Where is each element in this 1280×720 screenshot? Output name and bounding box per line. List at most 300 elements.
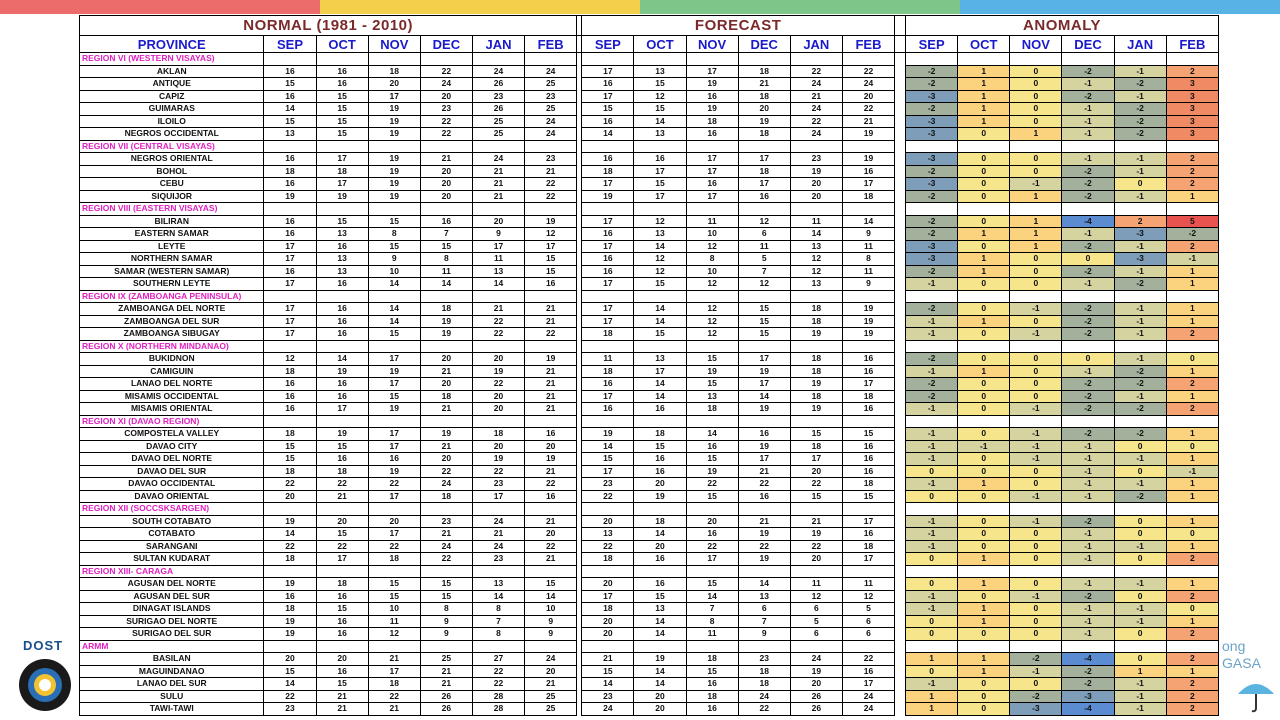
normal-value: 16: [316, 628, 368, 641]
forecast-value: 6: [790, 628, 842, 641]
normal-value: 15: [264, 78, 316, 91]
anomaly-value: 0: [1010, 165, 1062, 178]
forecast-value: 19: [842, 303, 894, 316]
forecast-value: 22: [790, 478, 842, 491]
empty-cell: [958, 565, 1010, 578]
province-name: ZAMBOANGA DEL NORTE: [80, 303, 264, 316]
province-row: [80, 553, 1219, 566]
forecast-value: 17: [582, 240, 634, 253]
normal-value: 21: [420, 665, 472, 678]
empty-cell: [1062, 415, 1114, 428]
empty-cell: [1010, 203, 1062, 216]
empty-cell: [738, 203, 790, 216]
normal-value: 15: [264, 115, 316, 128]
anomaly-value: -2: [1114, 428, 1166, 441]
forecast-value: 19: [686, 78, 738, 91]
column-gap: [895, 215, 906, 228]
normal-value: 26: [472, 103, 524, 116]
province-row: [80, 165, 1219, 178]
empty-cell: [842, 415, 894, 428]
normal-value: 17: [525, 240, 577, 253]
anomaly-value: -1: [1114, 615, 1166, 628]
anomaly-value: -1: [1062, 540, 1114, 553]
anomaly-value: 1: [958, 78, 1010, 91]
normal-value: 16: [316, 303, 368, 316]
forecast-value: 23: [582, 478, 634, 491]
normal-value: 17: [368, 440, 420, 453]
anomaly-value: 2: [1166, 690, 1218, 703]
anomaly-value: -1: [1114, 390, 1166, 403]
forecast-value: 21: [738, 465, 790, 478]
column-gap: [895, 303, 906, 316]
forecast-value: 15: [686, 665, 738, 678]
forecast-value: 22: [842, 653, 894, 666]
anomaly-value: -2: [1062, 428, 1114, 441]
normal-value: 18: [316, 165, 368, 178]
normal-value: 20: [472, 353, 524, 366]
empty-cell: [958, 140, 1010, 153]
province-name: COTABATO: [80, 528, 264, 541]
anomaly-value: -1: [1114, 65, 1166, 78]
forecast-value: 17: [582, 65, 634, 78]
region-name: ARMM: [80, 640, 264, 653]
empty-cell: [738, 340, 790, 353]
province-row: [80, 228, 1219, 241]
forecast-value: 12: [738, 278, 790, 291]
column-gap: [895, 553, 906, 566]
normal-value: 21: [472, 190, 524, 203]
anomaly-value: 0: [1010, 540, 1062, 553]
empty-cell: [958, 290, 1010, 303]
forecast-value: 14: [738, 578, 790, 591]
normal-value: 18: [316, 578, 368, 591]
province-row: [80, 215, 1219, 228]
column-gap: [895, 628, 906, 641]
forecast-value: 17: [634, 190, 686, 203]
forecast-value: 15: [634, 328, 686, 341]
normal-value: 22: [472, 328, 524, 341]
normal-value: 21: [420, 678, 472, 691]
normal-value: 8: [472, 628, 524, 641]
anomaly-value: -1: [1062, 528, 1114, 541]
province-name: AKLAN: [80, 65, 264, 78]
province-row: [80, 328, 1219, 341]
empty-cell: [686, 290, 738, 303]
forecast-value: 18: [634, 515, 686, 528]
empty-cell: [1114, 53, 1166, 66]
region-row: [80, 340, 1219, 353]
forecast-value: 19: [790, 403, 842, 416]
province-name: BOHOL: [80, 165, 264, 178]
forecast-value: 20: [582, 615, 634, 628]
forecast-value: 11: [686, 628, 738, 641]
empty-cell: [906, 203, 958, 216]
forecast-value: 14: [634, 303, 686, 316]
normal-value: 22: [525, 178, 577, 191]
province-name: DAVAO CITY: [80, 440, 264, 453]
forecast-value: 26: [790, 690, 842, 703]
column-gap: [895, 103, 906, 116]
empty-cell: [1010, 503, 1062, 516]
empty-cell: [634, 340, 686, 353]
column-gap: [895, 365, 906, 378]
province-row: [80, 90, 1219, 103]
normal-value: 24: [525, 128, 577, 141]
forecast-value: 22: [790, 540, 842, 553]
forecast-value: 16: [842, 465, 894, 478]
normal-value: 16: [264, 265, 316, 278]
empty-cell: [1166, 203, 1218, 216]
region-name: REGION XI (DAVAO REGION): [80, 415, 264, 428]
forecast-value: 14: [634, 665, 686, 678]
column-gap: [895, 578, 906, 591]
anomaly-value: 2: [1166, 590, 1218, 603]
forecast-value: 19: [582, 428, 634, 441]
forecast-value: 12: [634, 253, 686, 266]
province-row: [80, 253, 1219, 266]
normal-value: 17: [368, 528, 420, 541]
anomaly-value: 1: [958, 253, 1010, 266]
anomaly-value: -1: [906, 478, 958, 491]
empty-cell: [1166, 640, 1218, 653]
forecast-value: 20: [790, 178, 842, 191]
anomaly-value: 3: [1166, 103, 1218, 116]
empty-cell: [264, 340, 316, 353]
empty-cell: [525, 290, 577, 303]
anomaly-value: 1: [958, 365, 1010, 378]
forecast-value: 12: [790, 590, 842, 603]
column-gap: [895, 78, 906, 91]
normal-month-header: FEB: [525, 36, 577, 53]
empty-cell: [420, 203, 472, 216]
normal-value: 20: [525, 528, 577, 541]
anomaly-value: -2: [1062, 90, 1114, 103]
empty-cell: [420, 640, 472, 653]
normal-value: 9: [525, 628, 577, 641]
column-gap: [895, 490, 906, 503]
forecast-value: 19: [686, 103, 738, 116]
normal-value: 19: [264, 628, 316, 641]
forecast-value: 20: [634, 703, 686, 716]
anomaly-value: 1: [958, 578, 1010, 591]
forecast-value: 22: [686, 540, 738, 553]
normal-value: 20: [264, 490, 316, 503]
forecast-month-header: DEC: [738, 36, 790, 53]
forecast-value: 19: [686, 365, 738, 378]
normal-value: 16: [316, 278, 368, 291]
forecast-value: 17: [582, 303, 634, 316]
empty-cell: [582, 140, 634, 153]
anomaly-value: -3: [1114, 253, 1166, 266]
forecast-value: 14: [686, 428, 738, 441]
normal-value: 15: [420, 578, 472, 591]
anomaly-value: -2: [906, 65, 958, 78]
empty-cell: [316, 415, 368, 428]
anomaly-month-header: NOV: [1010, 36, 1062, 53]
region-row: [80, 415, 1219, 428]
column-gap: [895, 378, 906, 391]
column-gap: [895, 290, 906, 303]
province-name: CEBU: [80, 178, 264, 191]
normal-value: 19: [264, 190, 316, 203]
empty-cell: [790, 415, 842, 428]
forecast-value: 15: [582, 665, 634, 678]
column-gap: [895, 703, 906, 716]
normal-value: 16: [420, 215, 472, 228]
forecast-value: 16: [842, 440, 894, 453]
anomaly-value: -3: [906, 240, 958, 253]
empty-cell: [686, 503, 738, 516]
normal-value: 16: [525, 428, 577, 441]
anomaly-value: -1: [1166, 465, 1218, 478]
normal-value: 19: [316, 365, 368, 378]
anomaly-value: 0: [1010, 390, 1062, 403]
forecast-value: 14: [634, 378, 686, 391]
column-gap: [895, 353, 906, 366]
empty-cell: [738, 565, 790, 578]
normal-value: 16: [316, 78, 368, 91]
province-row: [80, 103, 1219, 116]
province-name: CAMIGUIN: [80, 365, 264, 378]
anomaly-value: -1: [1114, 478, 1166, 491]
empty-cell: [842, 290, 894, 303]
anomaly-value: -2: [1062, 390, 1114, 403]
empty-cell: [1062, 140, 1114, 153]
province-row: [80, 190, 1219, 203]
forecast-value: 19: [738, 403, 790, 416]
normal-month-header: NOV: [368, 36, 420, 53]
forecast-value: 14: [634, 390, 686, 403]
empty-cell: [525, 503, 577, 516]
empty-cell: [264, 290, 316, 303]
anomaly-value: -2: [906, 165, 958, 178]
normal-value: 15: [368, 578, 420, 591]
normal-value: 25: [525, 78, 577, 91]
normal-value: 20: [316, 515, 368, 528]
normal-value: 14: [368, 303, 420, 316]
forecast-value: 16: [686, 528, 738, 541]
region-name: REGION X (NORTHERN MINDANAO): [80, 340, 264, 353]
forecast-value: 22: [790, 65, 842, 78]
forecast-value: 13: [634, 228, 686, 241]
empty-cell: [958, 640, 1010, 653]
forecast-value: 18: [842, 390, 894, 403]
empty-cell: [790, 140, 842, 153]
anomaly-value: 0: [1010, 615, 1062, 628]
empty-cell: [368, 340, 420, 353]
anomaly-value: 0: [1166, 603, 1218, 616]
empty-cell: [368, 203, 420, 216]
normal-value: 20: [472, 390, 524, 403]
empty-cell: [264, 140, 316, 153]
anomaly-value: 0: [1010, 253, 1062, 266]
normal-value: 18: [368, 678, 420, 691]
column-gap: [895, 615, 906, 628]
normal-value: 21: [525, 403, 577, 416]
normal-value: 16: [316, 590, 368, 603]
empty-cell: [790, 503, 842, 516]
forecast-value: 12: [686, 315, 738, 328]
forecast-value: 15: [634, 178, 686, 191]
forecast-month-header: JAN: [790, 36, 842, 53]
empty-cell: [686, 203, 738, 216]
forecast-value: 12: [686, 328, 738, 341]
forecast-value: 12: [634, 265, 686, 278]
anomaly-value: 1: [1166, 278, 1218, 291]
anomaly-value: -2: [1062, 665, 1114, 678]
forecast-value: 11: [842, 265, 894, 278]
normal-value: 14: [368, 278, 420, 291]
forecast-value: 17: [582, 465, 634, 478]
anomaly-month-header: FEB: [1166, 36, 1218, 53]
anomaly-value: 0: [1114, 653, 1166, 666]
normal-value: 17: [368, 428, 420, 441]
empty-cell: [264, 565, 316, 578]
normal-value: 19: [368, 115, 420, 128]
anomaly-value: 1: [958, 315, 1010, 328]
anomaly-value: -1: [1114, 165, 1166, 178]
normal-value: 23: [472, 478, 524, 491]
anomaly-value: 0: [1010, 353, 1062, 366]
column-gap: [895, 453, 906, 466]
normal-value: 12: [368, 628, 420, 641]
column-gap: [895, 428, 906, 441]
anomaly-value: -1: [906, 328, 958, 341]
anomaly-value: 0: [1010, 628, 1062, 641]
normal-value: 25: [525, 703, 577, 716]
province-row: [80, 178, 1219, 191]
normal-value: 9: [420, 628, 472, 641]
anomaly-value: 0: [1166, 353, 1218, 366]
normal-value: 16: [316, 665, 368, 678]
normal-value: 15: [525, 578, 577, 591]
forecast-value: 23: [790, 153, 842, 166]
anomaly-value: -2: [1062, 403, 1114, 416]
column-gap: [895, 503, 906, 516]
top-bar-blue: [960, 0, 1280, 14]
province-row: [80, 540, 1219, 553]
normal-value: 22: [368, 478, 420, 491]
normal-value: 18: [368, 65, 420, 78]
forecast-value: 19: [790, 328, 842, 341]
normal-value: 14: [264, 103, 316, 116]
forecast-value: 17: [842, 515, 894, 528]
normal-value: 17: [368, 490, 420, 503]
anomaly-value: 0: [958, 353, 1010, 366]
normal-value: 15: [316, 603, 368, 616]
anomaly-value: -2: [1062, 378, 1114, 391]
normal-value: 19: [420, 315, 472, 328]
empty-cell: [316, 53, 368, 66]
normal-value: 23: [472, 553, 524, 566]
anomaly-value: -2: [906, 390, 958, 403]
forecast-value: 18: [738, 65, 790, 78]
forecast-value: 12: [790, 253, 842, 266]
column-gap: [895, 328, 906, 341]
forecast-value: 18: [634, 428, 686, 441]
empty-cell: [634, 140, 686, 153]
normal-value: 22: [525, 190, 577, 203]
normal-value: 7: [472, 615, 524, 628]
anomaly-value: -2: [1114, 115, 1166, 128]
forecast-value: 5: [842, 603, 894, 616]
empty-cell: [525, 140, 577, 153]
anomaly-value: -1: [1010, 490, 1062, 503]
column-gap: [895, 515, 906, 528]
normal-value: 18: [264, 428, 316, 441]
forecast-value: 16: [842, 365, 894, 378]
normal-value: 9: [420, 615, 472, 628]
empty-cell: [316, 203, 368, 216]
forecast-value: 24: [842, 690, 894, 703]
normal-value: 15: [316, 678, 368, 691]
forecast-value: 15: [686, 453, 738, 466]
normal-value: 25: [525, 690, 577, 703]
anomaly-value: -2: [906, 190, 958, 203]
anomaly-value: 1: [958, 603, 1010, 616]
forecast-value: 17: [738, 378, 790, 391]
normal-value: 21: [420, 365, 472, 378]
anomaly-value: -4: [1062, 215, 1114, 228]
anomaly-value: 0: [1166, 440, 1218, 453]
empty-cell: [368, 415, 420, 428]
empty-cell: [738, 53, 790, 66]
normal-value: 21: [316, 690, 368, 703]
normal-value: 13: [264, 128, 316, 141]
empty-cell: [686, 53, 738, 66]
empty-cell: [1062, 53, 1114, 66]
anomaly-value: -1: [906, 403, 958, 416]
anomaly-value: -1: [1010, 440, 1062, 453]
empty-cell: [738, 290, 790, 303]
empty-cell: [368, 53, 420, 66]
anomaly-value: -1: [906, 515, 958, 528]
normal-value: 20: [420, 453, 472, 466]
anomaly-value: 0: [1010, 578, 1062, 591]
forecast-value: 21: [738, 78, 790, 91]
anomaly-month-header: OCT: [958, 36, 1010, 53]
normal-value: 18: [420, 490, 472, 503]
forecast-value: 24: [790, 128, 842, 141]
anomaly-value: 0: [958, 628, 1010, 641]
province-name: NORTHERN SAMAR: [80, 253, 264, 266]
anomaly-value: -1: [1062, 490, 1114, 503]
empty-cell: [316, 340, 368, 353]
anomaly-value: -1: [1114, 578, 1166, 591]
anomaly-value: 0: [958, 403, 1010, 416]
forecast-value: 19: [738, 365, 790, 378]
anomaly-value: 0: [1114, 528, 1166, 541]
province-name: SAMAR (WESTERN SAMAR): [80, 265, 264, 278]
normal-value: 14: [264, 528, 316, 541]
forecast-value: 11: [790, 215, 842, 228]
normal-value: 17: [264, 240, 316, 253]
anomaly-value: -2: [1114, 365, 1166, 378]
forecast-value: 13: [738, 590, 790, 603]
anomaly-value: -1: [1010, 515, 1062, 528]
forecast-value: 10: [686, 265, 738, 278]
normal-value: 19: [525, 353, 577, 366]
anomaly-value: -1: [1062, 603, 1114, 616]
anomaly-value: -1: [1062, 115, 1114, 128]
normal-value: 22: [420, 128, 472, 141]
anomaly-value: -1: [1114, 690, 1166, 703]
forecast-value: 17: [842, 178, 894, 191]
empty-cell: [472, 640, 524, 653]
anomaly-value: -1: [1062, 365, 1114, 378]
column-gap: [895, 65, 906, 78]
normal-value: 17: [264, 303, 316, 316]
